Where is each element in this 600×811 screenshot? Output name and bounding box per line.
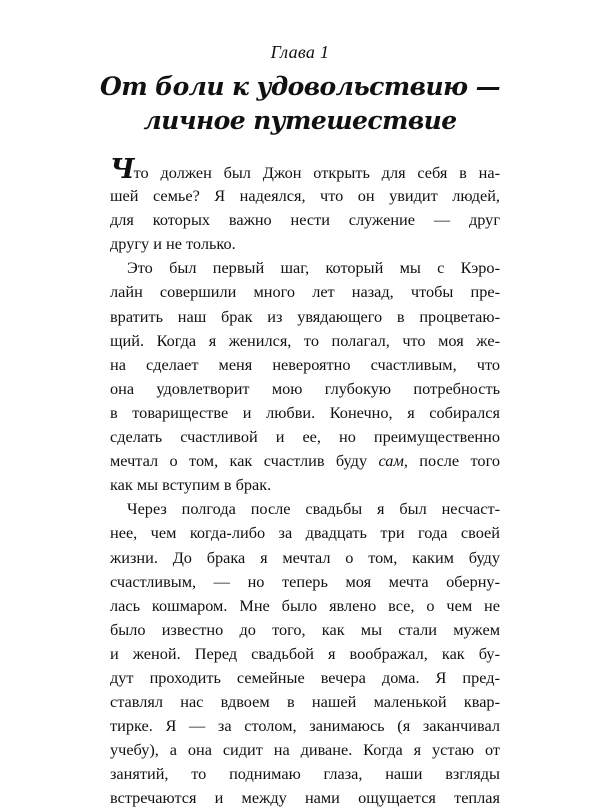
paragraph-start-line: Через полгода после свадьбы я был несчаст- xyxy=(127,499,500,519)
text-line: учебу), а она сидит на диване. Когда я устаю от xyxy=(110,740,500,760)
text-line: занятий, то поднимаю глаза, наши взгляды xyxy=(110,764,500,784)
text-line: дут проходить семейные вечера дома. Я пред- xyxy=(110,667,500,687)
chapter-title xyxy=(60,70,540,138)
text-line: нее, чем когда-либо за двадцать три года своей xyxy=(110,523,500,543)
text-line: в товариществе и любви. Конечно, я собирался xyxy=(110,402,500,422)
text-line: лась кошмаром. Мне было явлено все, о чем не xyxy=(110,595,500,615)
text-line: счастливым, — но теперь моя мечта оберну- xyxy=(110,571,500,591)
body-text xyxy=(110,154,500,811)
text-line: она удовлетворит мою глубокую потребность xyxy=(110,378,500,398)
text-line: для которых важно нести служение — друг xyxy=(110,210,500,230)
text-line: встречаются и между нами ощущается теплая xyxy=(110,788,500,808)
text-line: шей семье? Я надеялся, что он увидит людей, xyxy=(110,186,500,206)
text-line-content: то должен был Джон открыть для себя в на- xyxy=(133,163,500,182)
text-line: лайн совершили много лет назад, чтобы пре- xyxy=(110,282,500,302)
text-line: вратить наш брак из увядающего в процветаю- xyxy=(110,306,500,326)
text-line: ставлял нас вдвоем в нашей маленькой квар- xyxy=(110,692,500,712)
drop-cap: Ч xyxy=(110,154,134,185)
text-line-part: , после того xyxy=(403,451,500,471)
emphasized-word: сам xyxy=(378,451,404,471)
chapter-title-line-2: личное путешествие xyxy=(143,106,457,135)
text-line-part: мечтал о том, как счастлив буду xyxy=(110,451,379,471)
text-line: и женой. Перед свадьбой я воображал, как бу- xyxy=(110,643,500,663)
chapter-title-line-1: От боли к удовольствию — xyxy=(100,72,500,101)
text-line xyxy=(110,449,500,473)
text-line xyxy=(110,154,500,185)
chapter-number: Глава 1 xyxy=(270,42,330,62)
text-line: щий. Когда я женился, то полагал, что моя же- xyxy=(110,330,500,350)
text-line: на сделает меня невероятно счастливым, что xyxy=(110,354,500,374)
text-line: сделать счастливой и ее, но преимущественно xyxy=(110,427,500,447)
text-line: тирке. Я — за столом, занимаюсь (я заканчивал xyxy=(110,716,500,736)
text-line: жизни. До брака я мечтал о том, каким буду xyxy=(110,547,500,567)
text-line: другу и не только. xyxy=(110,234,236,254)
text-line: как мы вступим в брак. xyxy=(110,475,272,495)
paragraph-start-line: Это был первый шаг, который мы с Кэро- xyxy=(127,258,500,278)
text-line: было известно до того, как мы стали мужем xyxy=(110,619,500,639)
